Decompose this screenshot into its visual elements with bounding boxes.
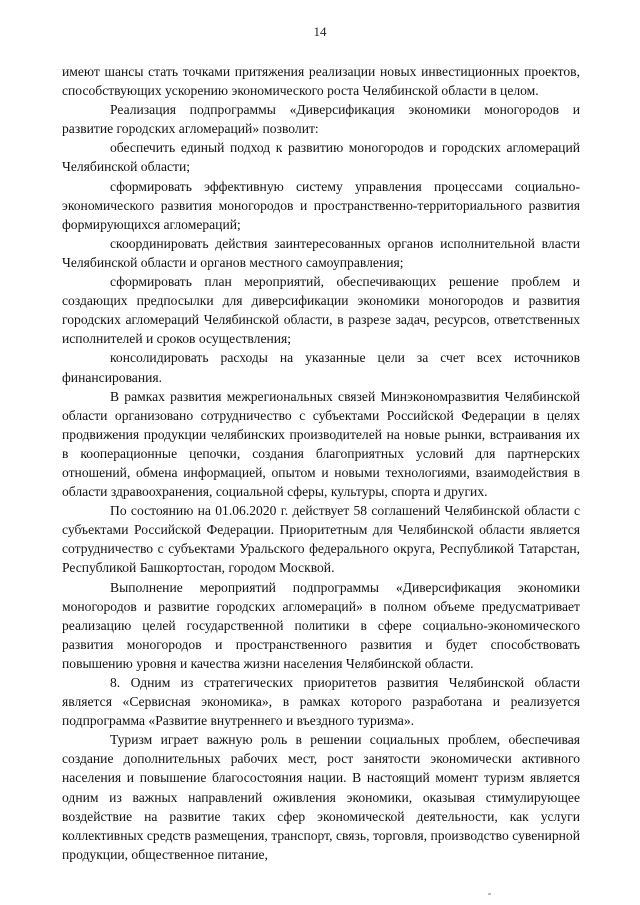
page-number: 14 — [313, 24, 327, 39]
paragraph-9: По состоянию на 01.06.2020 г. действует 58 соглашений Челябинской области с субъектами Российской Федерации. Приоритетным для Челябинской области является сотрудничество с субъектами Уральского федерального округа, Республикой Татарстан, Республикой Башкортостан, городом Москвой. — [62, 503, 580, 576]
body-text — [62, 62, 580, 864]
paragraph-1: имеют шансы стать точками притяжения реализации новых инвестиционных проектов, способствующих ускорению экономического роста Челябинской области в целом. — [62, 64, 580, 99]
paragraph-4: сформировать эффективную систему управления процессами социально-экономического развития моногородов и пространственно-территориального развития формирующихся агломераций; — [62, 178, 580, 232]
paragraph-10: Выполнение мероприятий подпрограммы «Диверсификация экономики моногородов и развитие городских агломераций» в полном объеме предусматривает реализацию целей государственной политики в сфере социально-экономического развития моногородов и пространственного развития и будет способствовать повышению уровня и качества жизни населения Челябинской области. — [62, 579, 580, 671]
paragraph-2: Реализация подпрограммы «Диверсификация экономики моногородов и развитие городских агломераций» позволит: — [62, 102, 580, 137]
paragraph-6: сформировать план мероприятий, обеспечивающих решение проблем и создающих предпосылки для диверсификации экономики моногородов и развития городских агломераций Челябинской области, в разрезе задач, ресурсов, ответственных исполнителей и сроков осуществления; — [62, 274, 580, 347]
paragraph-3: обеспечить единый подход к развитию моногородов и городских агломераций Челябинской области; — [62, 140, 580, 175]
paragraph-7: консолидировать расходы на указанные цели за счет всех источников финансирования. — [62, 350, 580, 385]
scan-artifact — [488, 893, 491, 895]
paragraph-12: Туризм играет важную роль в решении социальных проблем, обеспечивая создание дополнительных рабочих мест, рост занятости экономически активного населения и повышение благосостояния нации. В настоящий момент туризм является одним из важных направлений оживления экономики, оказывая стимулирующее воздействие на развитие таких сфер экономической деятельности, как услуги коллективных средств размещения, транспорт, связь, торговля, производство сувенирной продукции, общественное питание, — [62, 732, 580, 862]
paragraph-11: 8. Одним из стратегических приоритетов развития Челябинской области является «Сервисная экономика», в рамках которого разработана и реализуется подпрограмма «Развитие внутреннего и въездного туризма». — [62, 675, 580, 729]
paragraph-8: В рамках развития межрегиональных связей Минэкономразвития Челябинской области организовано сотрудничество с субъектами Российской Федерации в целях продвижения продукции челябинских производителей на новые рынки, встраивания их в кооперационные цепочки, создания благоприятных условий для партнерских отношений, обмена информацией, опытом и новыми технологиями, взаимодействия в области здравоохранения, социальной сферы, культуры, спорта и других. — [62, 388, 580, 500]
paragraph-5: скоординировать действия заинтересованных органов исполнительной власти Челябинской области и органов местного самоуправления; — [62, 235, 580, 270]
